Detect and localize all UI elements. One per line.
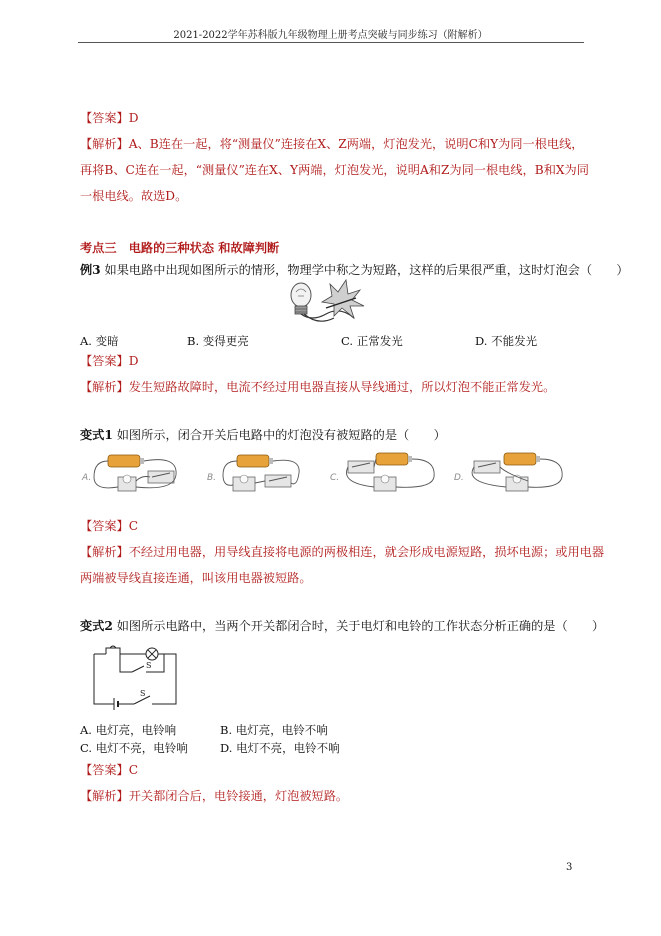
answer-value: C <box>128 763 139 777</box>
answer-tag: 【答案】 <box>80 354 129 368</box>
variant-tag: 变式1 <box>80 428 113 442</box>
analysis-tag: 【解析】 <box>80 137 129 151</box>
variant1-question <box>80 427 446 443</box>
answer-tag: 【答案】 <box>80 763 129 777</box>
analysis-text: A、B连在一起，将“测量仪”连接在X、Z两端，灯泡发光，说明C和Y为同一根电线， <box>128 137 584 151</box>
analysis-tag: 【解析】 <box>80 789 129 803</box>
section-title: 考点三 电路的三种状态 和故障判断 <box>80 241 280 255</box>
page-header: 2021-2022学年苏科版九年级物理上册考点突破与同步练习（附解析） <box>173 30 488 41</box>
option-c: C. 电灯不亮，电铃响 <box>80 741 188 755</box>
option-b: B. 电灯亮，电铃不响 <box>220 723 328 737</box>
figure-label-a: A. <box>82 473 92 483</box>
circuit-c <box>330 453 434 491</box>
answer-tag: 【答案】 <box>80 519 129 533</box>
figure-label-b: B. <box>207 473 217 483</box>
lightbulb-short-circuit-figure <box>282 278 382 328</box>
question-text: 如图所示，闭合开关后电路中的灯泡没有被短路的是（ ） <box>116 428 446 442</box>
header-rule <box>78 42 584 43</box>
answer-line-3 <box>80 518 138 534</box>
circuit-board-figure <box>78 447 598 499</box>
analysis-text: 开关都闭合后，电铃接通，灯泡被短路。 <box>128 789 349 803</box>
analysis-line: 再将B、C连在一起，“测量仪”连在X、Y两端，灯泡发光，说明A和Z为同一根电线，B和X为同 <box>80 163 589 177</box>
answer-value: D <box>128 354 139 368</box>
option-d: D. 电灯不亮，电铃不响 <box>220 741 340 755</box>
figure-label-c: C. <box>330 473 340 483</box>
page-number: 3 <box>566 862 573 873</box>
question-text: 如图所示电路中，当两个开关都闭合时，关于电灯和电铃的工作状态分析正确的是（ ） <box>116 619 605 633</box>
question-text: 如果电路中出现如图所示的情形，物理学中称之为短路，这样的后果很严重，这时灯泡会（ ） <box>104 263 629 277</box>
option-b: B. 变得更亮 <box>187 334 249 348</box>
option-a: A. 变暗 <box>80 334 119 348</box>
option-d: D. 不能发光 <box>475 334 538 348</box>
example-question <box>80 262 629 278</box>
figure-label-d: D. <box>454 473 464 483</box>
switch-label-1: S <box>146 661 152 670</box>
analysis-line <box>80 788 348 804</box>
analysis-tag: 【解析】 <box>80 380 129 394</box>
analysis-line: 一根电线。故选D。 <box>80 189 188 203</box>
schematic-circuit-figure <box>80 642 190 712</box>
variant-tag: 变式2 <box>80 619 113 633</box>
circuit-b <box>207 455 299 491</box>
option-a: A. 电灯亮，电铃响 <box>80 723 177 737</box>
answer-line-4 <box>80 762 138 778</box>
analysis-line <box>80 544 604 560</box>
analysis-text: 发生短路故障时，电流不经过用电器直接从导线通过，所以灯泡不能正常发光。 <box>128 380 556 394</box>
switch-label-2: S <box>140 689 146 698</box>
analysis-line <box>80 136 583 152</box>
analysis-line: 两端被导线直接连通，叫该用电器被短路。 <box>80 571 312 585</box>
example-tag: 例3 <box>80 263 101 277</box>
answer-tag: 【答案】 <box>80 111 129 125</box>
variant2-question <box>80 618 604 634</box>
analysis-text: 不经过用电器，用导线直接将电源的两极相连，就会形成电源短路，损坏电源；或用电器 <box>128 545 605 559</box>
analysis-tag: 【解析】 <box>80 545 129 559</box>
option-c: C. 正常发光 <box>341 334 403 348</box>
analysis-line <box>80 379 555 395</box>
circuit-d <box>454 453 562 491</box>
answer-line-1 <box>80 110 139 126</box>
answer-value: C <box>128 519 139 533</box>
answer-value: D <box>128 111 139 125</box>
answer-line-2 <box>80 353 139 369</box>
circuit-a <box>81 455 176 491</box>
